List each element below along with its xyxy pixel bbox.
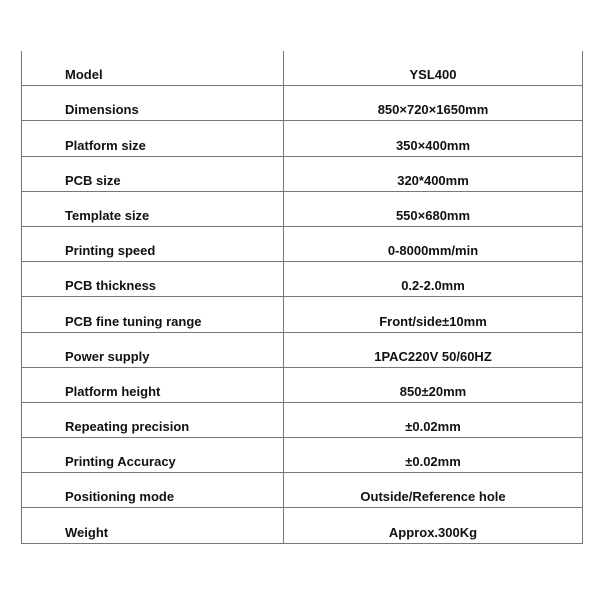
spec-label: Printing speed (22, 227, 284, 261)
spec-value: 850×720×1650mm (377, 102, 489, 118)
spec-value: 320*400mm (397, 172, 469, 188)
spec-value: 350×400mm (395, 137, 471, 153)
spec-label: Positioning mode (22, 473, 284, 507)
spec-label: PCB thickness (22, 262, 284, 296)
table-row (22, 157, 582, 192)
table-row (22, 121, 582, 156)
table-row (22, 86, 582, 121)
table-row (22, 227, 582, 262)
spec-value: 0.2-2.0mm (401, 278, 465, 294)
spec-value: ±0.02mm (405, 419, 461, 435)
table-row (22, 192, 582, 227)
spec-label: Dimensions (22, 86, 284, 120)
spec-value: YSL400 (409, 67, 457, 83)
spec-value: 550×680mm (395, 207, 471, 223)
spec-label: Platform size (22, 121, 284, 155)
spec-table (21, 51, 583, 544)
spec-value: Outside/Reference hole (360, 489, 506, 505)
spec-label: Model (22, 51, 284, 85)
table-row (22, 438, 582, 473)
spec-label: Repeating precision (22, 403, 284, 437)
table-row (22, 508, 582, 543)
spec-value: 1PAC220V 50/60HZ (374, 348, 492, 364)
spec-label: Printing Accuracy (22, 438, 284, 472)
spec-value: Front/side±10mm (379, 313, 487, 329)
spec-value: 850±20mm (399, 383, 467, 399)
spec-label: PCB size (22, 157, 284, 191)
spec-label: PCB fine tuning range (22, 297, 284, 331)
table-row (22, 403, 582, 438)
spec-value: Approx.300Kg (388, 524, 478, 540)
spec-value: ±0.02mm (405, 454, 461, 470)
spec-label: Power supply (22, 333, 284, 367)
table-row (22, 333, 582, 368)
table-row (22, 368, 582, 403)
table-row (22, 297, 582, 332)
spec-value: 0-8000mm/min (387, 243, 479, 259)
table-row (22, 473, 582, 508)
spec-label: Platform height (22, 368, 284, 402)
spec-label: Template size (22, 192, 284, 226)
spec-label: Weight (22, 508, 284, 542)
table-row (22, 262, 582, 297)
table-row (22, 51, 582, 86)
